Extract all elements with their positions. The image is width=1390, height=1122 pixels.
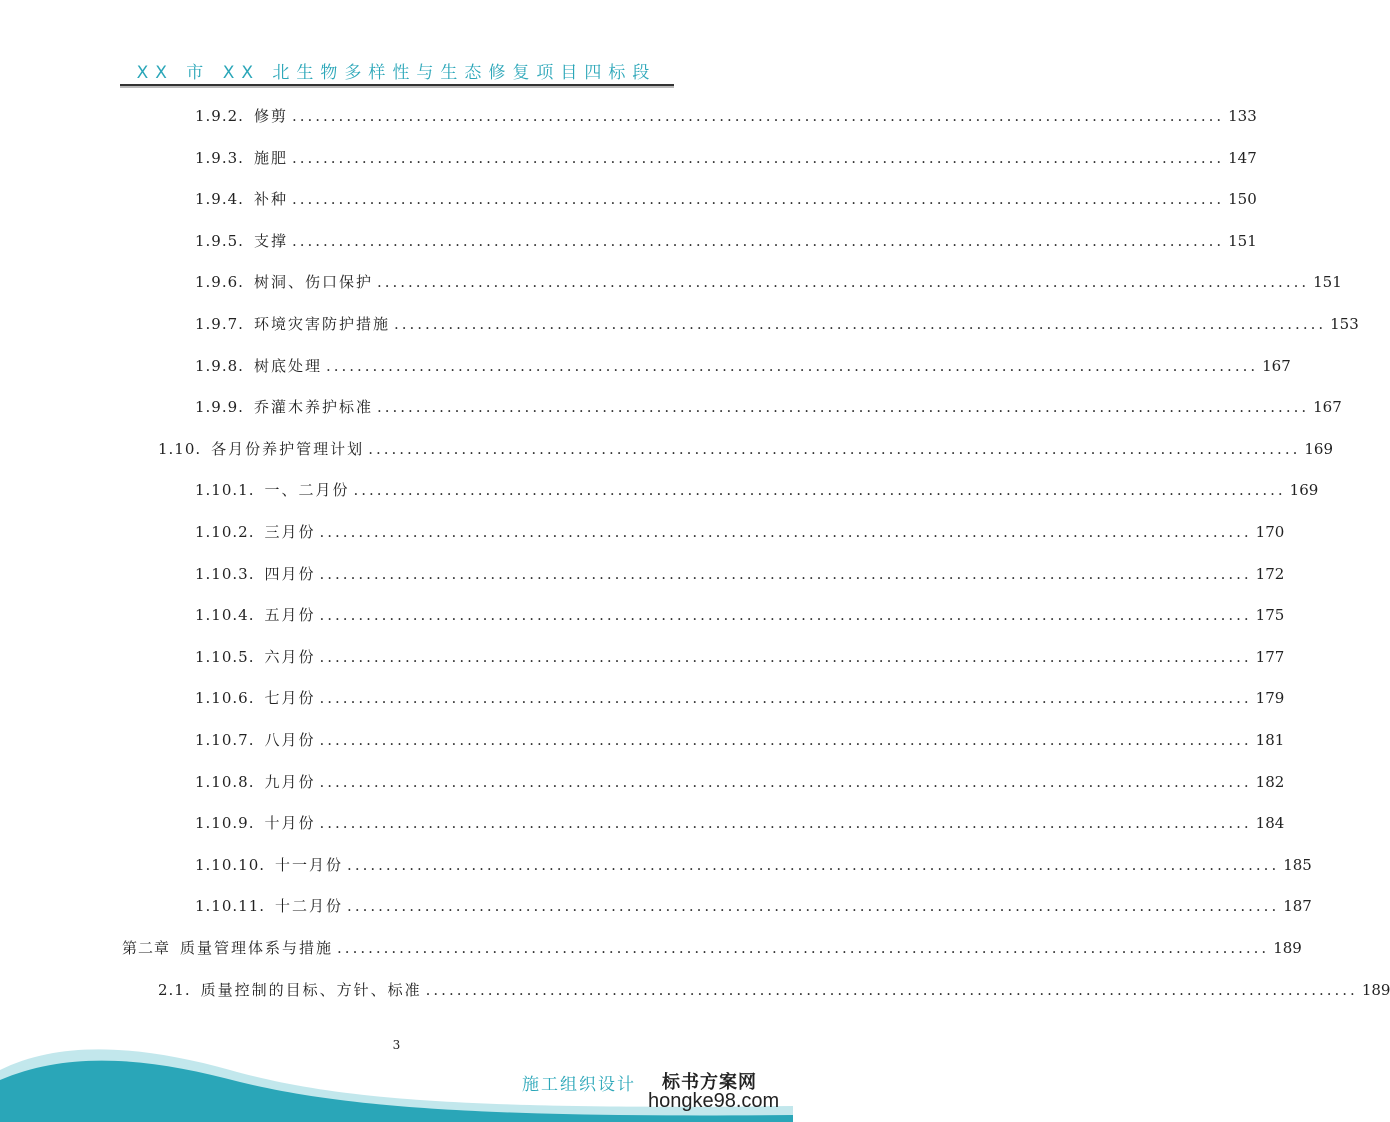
toc-entry-number: 1.10.10. — [195, 855, 266, 874]
toc-entry-number: 1.10.11. — [195, 897, 266, 916]
toc-entry-label: 树洞、伤口保护 — [253, 273, 373, 292]
toc-leader-dots: ........................................................................................................................ — [291, 107, 1225, 125]
toc-entry-label: 十二月份 — [275, 897, 344, 916]
toc-entry[interactable] — [195, 645, 1285, 669]
toc-entry[interactable] — [195, 562, 1285, 586]
toc-entry[interactable] — [195, 811, 1285, 835]
header-title: XX 市 XX 北生物多样性与生态修复项目四标段 — [136, 63, 657, 83]
toc-leader-dots: ........................................................................................................................ — [291, 190, 1225, 209]
toc-entry-page: 151 — [1228, 231, 1257, 250]
toc-entry-page: 182 — [1255, 772, 1285, 791]
toc-entry-page: 169 — [1289, 481, 1319, 500]
toc-entry-number: 1.9.3. — [195, 148, 244, 167]
toc-entry[interactable] — [195, 146, 1257, 170]
toc-entry-page: 184 — [1255, 814, 1285, 833]
toc-entry[interactable] — [195, 229, 1257, 253]
toc-leader-dots: ........................................................................................................................ — [393, 315, 1327, 333]
toc-entry[interactable] — [195, 728, 1285, 752]
toc-entry-label: 乔灌木养护标准 — [253, 398, 373, 417]
toc-entry-page: 172 — [1255, 564, 1285, 583]
toc-entry-label: 施肥 — [253, 148, 288, 167]
toc-entry[interactable] — [195, 520, 1285, 544]
toc-leader-dots: ........................................................................................................................ — [325, 356, 1259, 375]
footer-site: hongke98.com — [648, 1090, 780, 1112]
toc-entry-page: 153 — [1330, 315, 1359, 333]
toc-leader-dots: ........................................................................................................................ — [291, 148, 1225, 167]
toc-entry-number: 1.10. — [158, 439, 202, 458]
toc-entry-page: 179 — [1255, 689, 1285, 708]
toc-leader-dots: ........................................................................................................................ — [347, 897, 1280, 916]
toc-entry-label: 一、二月份 — [264, 481, 350, 500]
toc-leader-dots: ........................................................................................................................ — [319, 814, 1252, 833]
toc-entry-number: 1.10.1. — [195, 481, 255, 500]
toc-leader-dots: ........................................................................................................................ — [319, 772, 1252, 791]
toc-entry-label: 八月份 — [264, 731, 316, 749]
toc-entry[interactable] — [195, 686, 1285, 710]
toc-entry[interactable] — [195, 104, 1257, 128]
toc-entry[interactable] — [195, 894, 1312, 918]
toc-entry-page: 189 — [1361, 980, 1390, 999]
toc-entry-label: 三月份 — [264, 523, 316, 541]
footer-text: 施工组织设计 — [522, 1075, 636, 1095]
toc-entry-label: 十月份 — [264, 814, 316, 833]
toc-leader-dots: ........................................................................................................................ — [347, 855, 1280, 874]
toc-entry-page: 167 — [1262, 356, 1291, 375]
toc-entry-number: 1.9.6. — [195, 273, 244, 292]
toc-entry-number: 第二章 — [122, 939, 171, 957]
toc-entry-number: 1.9.2. — [195, 107, 244, 125]
toc-entry-label: 质量控制的目标、方针、标准 — [200, 980, 422, 999]
toc-entry-label: 修剪 — [253, 107, 288, 125]
toc-entry-label: 五月份 — [264, 606, 316, 625]
toc-entry-page: 133 — [1228, 107, 1257, 125]
toc-entry[interactable] — [195, 270, 1342, 294]
toc-entry-number: 1.9.8. — [195, 356, 244, 375]
toc-entry[interactable] — [195, 395, 1342, 419]
toc-entry-label: 支撑 — [253, 231, 288, 250]
toc-entry[interactable] — [158, 978, 1390, 1002]
toc-entry[interactable] — [195, 312, 1359, 336]
toc-entry-label: 补种 — [253, 190, 288, 209]
toc-entry-page: 181 — [1255, 731, 1285, 749]
toc-entry[interactable] — [195, 354, 1291, 378]
toc-entry-page: 167 — [1313, 398, 1342, 417]
toc-entry-page: 151 — [1313, 273, 1342, 292]
toc-entry-number: 1.9.7. — [195, 315, 244, 333]
toc-entry-number: 1.10.3. — [195, 564, 255, 583]
toc-entry-page: 147 — [1228, 148, 1257, 167]
toc-entry[interactable] — [122, 936, 1302, 960]
toc-leader-dots: ........................................................................................................................ — [376, 273, 1310, 292]
toc-leader-dots: ........................................................................................................................ — [319, 647, 1252, 666]
toc-entry-page: 177 — [1255, 647, 1285, 666]
toc-entry-label: 四月份 — [264, 564, 316, 583]
toc-entry-number: 1.10.9. — [195, 814, 255, 833]
toc-entry-label: 十一月份 — [275, 855, 344, 874]
toc-entry-label: 质量管理体系与措施 — [180, 939, 334, 957]
toc-entry[interactable] — [195, 603, 1285, 627]
toc-entry-page: 175 — [1255, 606, 1285, 625]
toc-entry[interactable] — [195, 187, 1257, 211]
header-rule — [120, 84, 674, 86]
toc-entry-number: 2.1. — [158, 980, 191, 999]
toc-leader-dots: ........................................................................................................................ — [368, 439, 1301, 458]
toc-entry-label: 九月份 — [264, 772, 316, 791]
toc-entry-label: 六月份 — [264, 647, 316, 666]
toc-leader-dots: ........................................................................................................................ — [319, 606, 1252, 625]
toc-entry-page: 170 — [1255, 523, 1285, 541]
toc-entry[interactable] — [195, 770, 1285, 794]
toc-entry-number: 1.9.5. — [195, 231, 244, 250]
toc-leader-dots: ........................................................................................................................ — [337, 939, 1270, 957]
toc-entry-page: 150 — [1228, 190, 1257, 209]
toc-entry[interactable] — [195, 853, 1312, 877]
toc-entry-label: 各月份养护管理计划 — [211, 439, 365, 458]
toc-entry-number: 1.9.9. — [195, 398, 244, 417]
toc-entry-number: 1.10.7. — [195, 731, 255, 749]
toc-leader-dots: ........................................................................................................................ — [425, 980, 1358, 999]
toc-leader-dots: ........................................................................................................................ — [319, 731, 1252, 749]
toc-leader-dots: ........................................................................................................................ — [376, 398, 1310, 417]
toc-entry-label: 七月份 — [264, 689, 316, 708]
toc-entry-label: 树底处理 — [253, 356, 322, 375]
toc-entry[interactable] — [158, 437, 1333, 461]
toc-entry-page: 189 — [1273, 939, 1302, 957]
toc-entry-number: 1.10.2. — [195, 523, 255, 541]
toc-entry-page: 185 — [1283, 855, 1312, 874]
toc-entry-number: 1.10.6. — [195, 689, 255, 708]
toc-entry-page: 187 — [1283, 897, 1312, 916]
toc-entry-page: 169 — [1304, 439, 1333, 458]
toc-entry[interactable] — [195, 478, 1319, 502]
toc-leader-dots: ........................................................................................................................ — [319, 689, 1252, 708]
toc-entry-label: 环境灾害防护措施 — [253, 315, 390, 333]
toc-leader-dots: ........................................................................................................................ — [291, 231, 1225, 250]
toc-entry-number: 1.9.4. — [195, 190, 244, 209]
toc-entry-number: 1.10.8. — [195, 772, 255, 791]
toc-entry-number: 1.10.4. — [195, 606, 255, 625]
footer-brand: 标书方案网 — [662, 1072, 757, 1093]
toc-entry-number: 1.10.5. — [195, 647, 255, 666]
page-number: 3 — [392, 1038, 401, 1052]
toc-leader-dots: ........................................................................................................................ — [319, 523, 1252, 541]
toc-leader-dots: ........................................................................................................................ — [353, 481, 1286, 500]
toc-leader-dots: ........................................................................................................................ — [319, 564, 1252, 583]
